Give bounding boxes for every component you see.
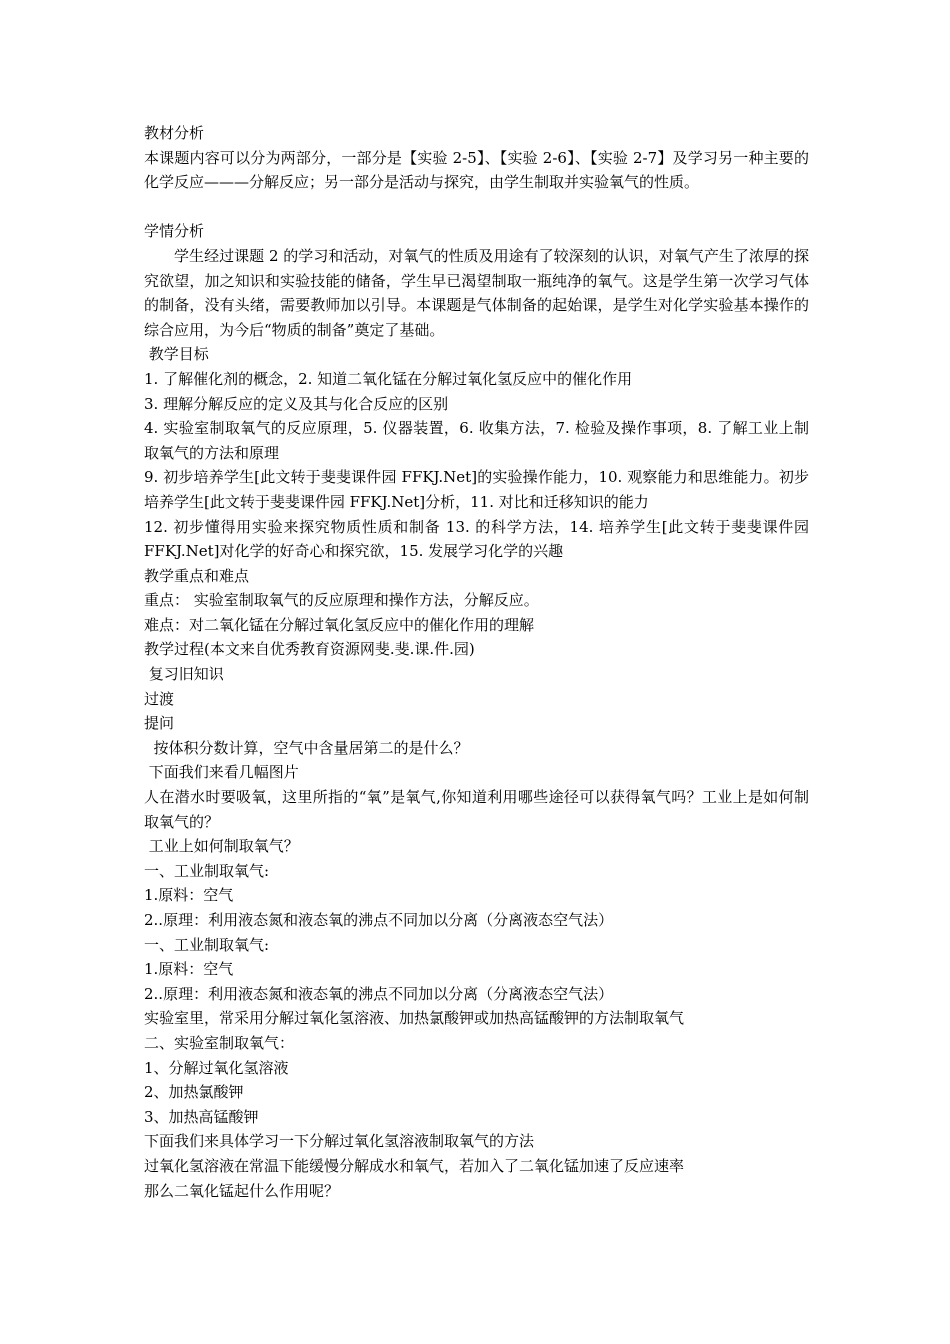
analysis-body: 本课题内容可以分为两部分，一部分是【实验 2-5】、【实验 2-6】、【实验 2-7】及学习另一种主要的化学反应———分解反应；另一部分是活动与探究，由学生制取并实验氧气的性质。 <box>144 148 809 192</box>
goal-item: 3. 理解分解反应的定义及其与化合反应的区别 <box>144 394 449 413</box>
lab-intro: 实验室里，常采用分解过氧化氢溶液、加热氯酸钾或加热高锰酸钾的方法制取氧气 <box>144 1009 685 1028</box>
key-title: 教学重点和难点 <box>144 566 250 585</box>
lab-method: 3、加热高锰酸钾 <box>144 1107 259 1126</box>
next-line: 那么二氧化锰起什么作用呢？ <box>144 1181 340 1200</box>
goals-title: 教学目标 <box>144 345 209 364</box>
key-point: 重点： 实验室制取氧气的反应原理和操作方法，分解反应。 <box>144 591 539 610</box>
goal-item: 12. 初步懂得用实验来探究物质性质和制备 13. 的科学方法，14. 培养学生[此文转于斐斐课件园 FFKJ.Net]对化学的好奇心和探究欲，15. 发展学习化学的兴趣 <box>144 517 809 561</box>
industrial-principle: 2..原理：利用液态氮和液态氧的沸点不同加以分离（分离液态空气法） <box>144 984 614 1003</box>
analysis-title: 教材分析 <box>144 124 205 142</box>
difficult-point: 难点：对二氧化锰在分解过氧化氢反应中的催化作用的理解 <box>144 615 535 634</box>
question-line: 下面我们来看几幅图片 <box>144 763 299 782</box>
blank-line <box>144 195 809 220</box>
ask-line: 提问 <box>144 714 175 733</box>
transition-line: 过渡 <box>144 689 175 708</box>
lab-title: 二、实验室制取氧气： <box>144 1033 295 1052</box>
industrial-title: 一、工业制取氧气: <box>144 935 270 954</box>
question-line: 工业上如何制取氧气？ <box>144 837 299 856</box>
situation-title: 学情分析 <box>144 222 205 241</box>
next-line: 下面我们来具体学习一下分解过氧化氢溶液制取氧气的方法 <box>144 1132 535 1151</box>
lab-method: 1、分解过氧化氢溶液 <box>144 1058 289 1077</box>
situation-body: 学生经过课题 2 的学习和活动，对氧气的性质及用途有了较深刻的认识，对氧气产生了浓厚的探究欲望，加之知识和实验技能的储备，学生早已渴望制取一瓶纯净的氧气。这是学生第一次学习气体的制备，没有头绪，需要教师加以引导。本课题是气体制备的起始课，是学生对化学实验基本操作的综合应用，为今后“物质的制备”奠定了基础。 <box>144 246 809 339</box>
question-line: 人在潜水时要吸氧，这里所指的“氧”是氧气,你知道利用哪些途径可以获得氧气吗？工业上是如何制取氧气的？ <box>144 788 809 831</box>
goal-item: 1. 了解催化剂的概念，2. 知道二氧化锰在分解过氧化氢反应中的催化作用 <box>144 369 633 388</box>
lab-method: 2、加热氯酸钾 <box>144 1083 244 1102</box>
document-page <box>144 121 809 1203</box>
question-line: 按体积分数计算，空气中含量居第二的是什么？ <box>144 738 469 757</box>
review-line: 复习旧知识 <box>144 665 224 684</box>
goal-item: 4. 实验室制取氧气的反应原理，5. 仪器装置，6. 收集方法，7. 检验及操作事项，8. 了解工业上制取氧气的方法和原理 <box>144 419 809 462</box>
industrial-material: 1.原料：空气 <box>144 960 234 979</box>
industrial-title: 一、工业制取氧气: <box>144 861 270 880</box>
process-title: 教学过程(本文来自优秀教育资源网斐.斐.课.件.园) <box>144 640 475 659</box>
goal-item: 9. 初步培养学生[此文转于斐斐课件园 FFKJ.Net]的实验操作能力，10. 观察能力和思维能力。初步培养学生[此文转于斐斐课件园 FFKJ.Net]分析，11. 对比和迁移知识的能力 <box>144 468 809 511</box>
industrial-principle: 2..原理：利用液态氮和液态氧的沸点不同加以分离（分离液态空气法） <box>144 911 614 929</box>
industrial-material: 1.原料：空气 <box>144 886 234 905</box>
next-line: 过氧化氢溶液在常温下能缓慢分解成水和氧气，若加入了二氧化锰加速了反应速率 <box>144 1156 685 1175</box>
